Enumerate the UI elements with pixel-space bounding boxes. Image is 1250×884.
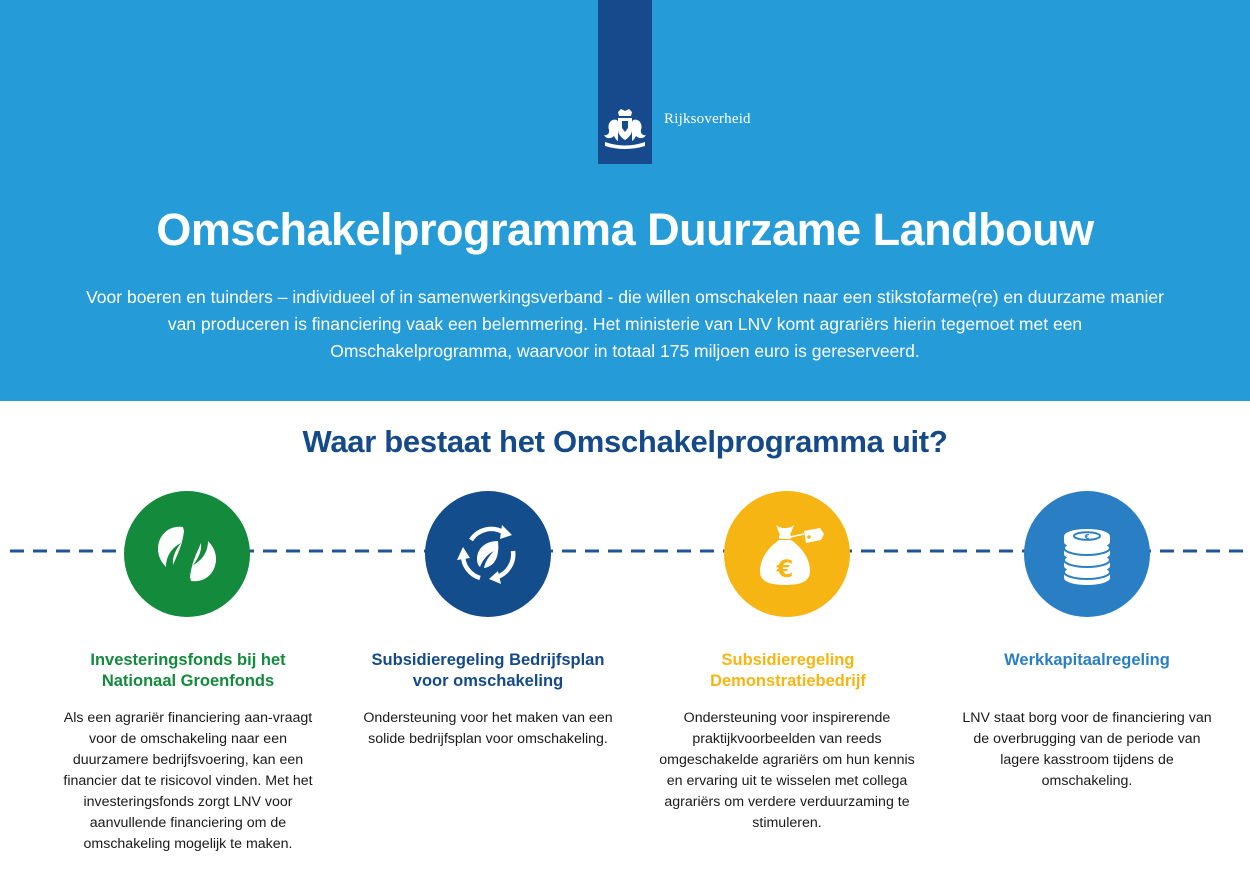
item-text-bedrijfsplan: Ondersteuning voor het maken van een solide bedrijfsplan voor omschakeling. [363, 710, 613, 747]
hero-banner [0, 0, 1250, 401]
item-text-demonstratiebedrijf: Ondersteuning voor inspirerende praktijkvoorbeelden van reeds omgeschakelde agrariërs om hun kennis en ervaring uit te wisselen met collega agrariërs om verdere verduurzaming te stimuleren. [659, 710, 915, 831]
svg-text:€: € [1084, 533, 1090, 541]
money-bag-icon [724, 491, 850, 617]
circle-investeringsfonds [124, 491, 250, 617]
intro-text: Voor boeren en tuinders – individueel of in samenwerkingsverband - die willen omschakelen naar een stikstofarme(re) en duurzame manier van produceren is financiering vaak een belemmering. Het ministerie van LNV komt agrariërs hierin tegemoet met een Omschakelprogramma, waarvoor in totaal 175 miljoen euro is gereserveerd. [86, 287, 1164, 361]
logo-text: Rijksoverheid [664, 111, 751, 127]
leaves-icon [124, 491, 250, 617]
circle-bedrijfsplan [425, 491, 551, 617]
item-title-bedrijfsplan: Subsidieregeling Bedrijfsplan voor omschakeling [371, 651, 605, 690]
item-text-werkkapitaal: LNV staat borg voor de financiering van de overbrugging van de periode van lagere kasstroom tijdens de omschakeling. [962, 710, 1212, 789]
item-title-investeringsfonds: Investeringsfonds bij het Nationaal Groenfonds [90, 651, 286, 690]
section-title: Waar bestaat het Omschakelprogramma uit? [302, 424, 948, 459]
recycle-leaf-icon [425, 491, 551, 617]
circle-demonstratiebedrijf [724, 491, 850, 617]
coat-of-arms-icon [601, 108, 649, 150]
item-title-demonstratiebedrijf: Subsidieregeling Demonstratiebedrijf [710, 651, 866, 690]
item-title-werkkapitaal: Werkkapitaalregeling [1004, 651, 1170, 669]
svg-text:€: € [776, 555, 794, 583]
item-text-investeringsfonds: Als een agrariër financiering aan-vraagt voor de omschakeling naar een duurzamere bedrijfsvoering, kan een financier dat te risicovol vinden. Met het investeringsfonds zorgt LNV voor aanvullende financiering om de omschakeling mogelijk te maken. [63, 710, 313, 852]
circle-werkkapitaal [1024, 491, 1150, 617]
page-title: Omschakelprogramma Duurzame Landbouw [156, 204, 1094, 255]
coin-stack-icon [1024, 491, 1150, 617]
